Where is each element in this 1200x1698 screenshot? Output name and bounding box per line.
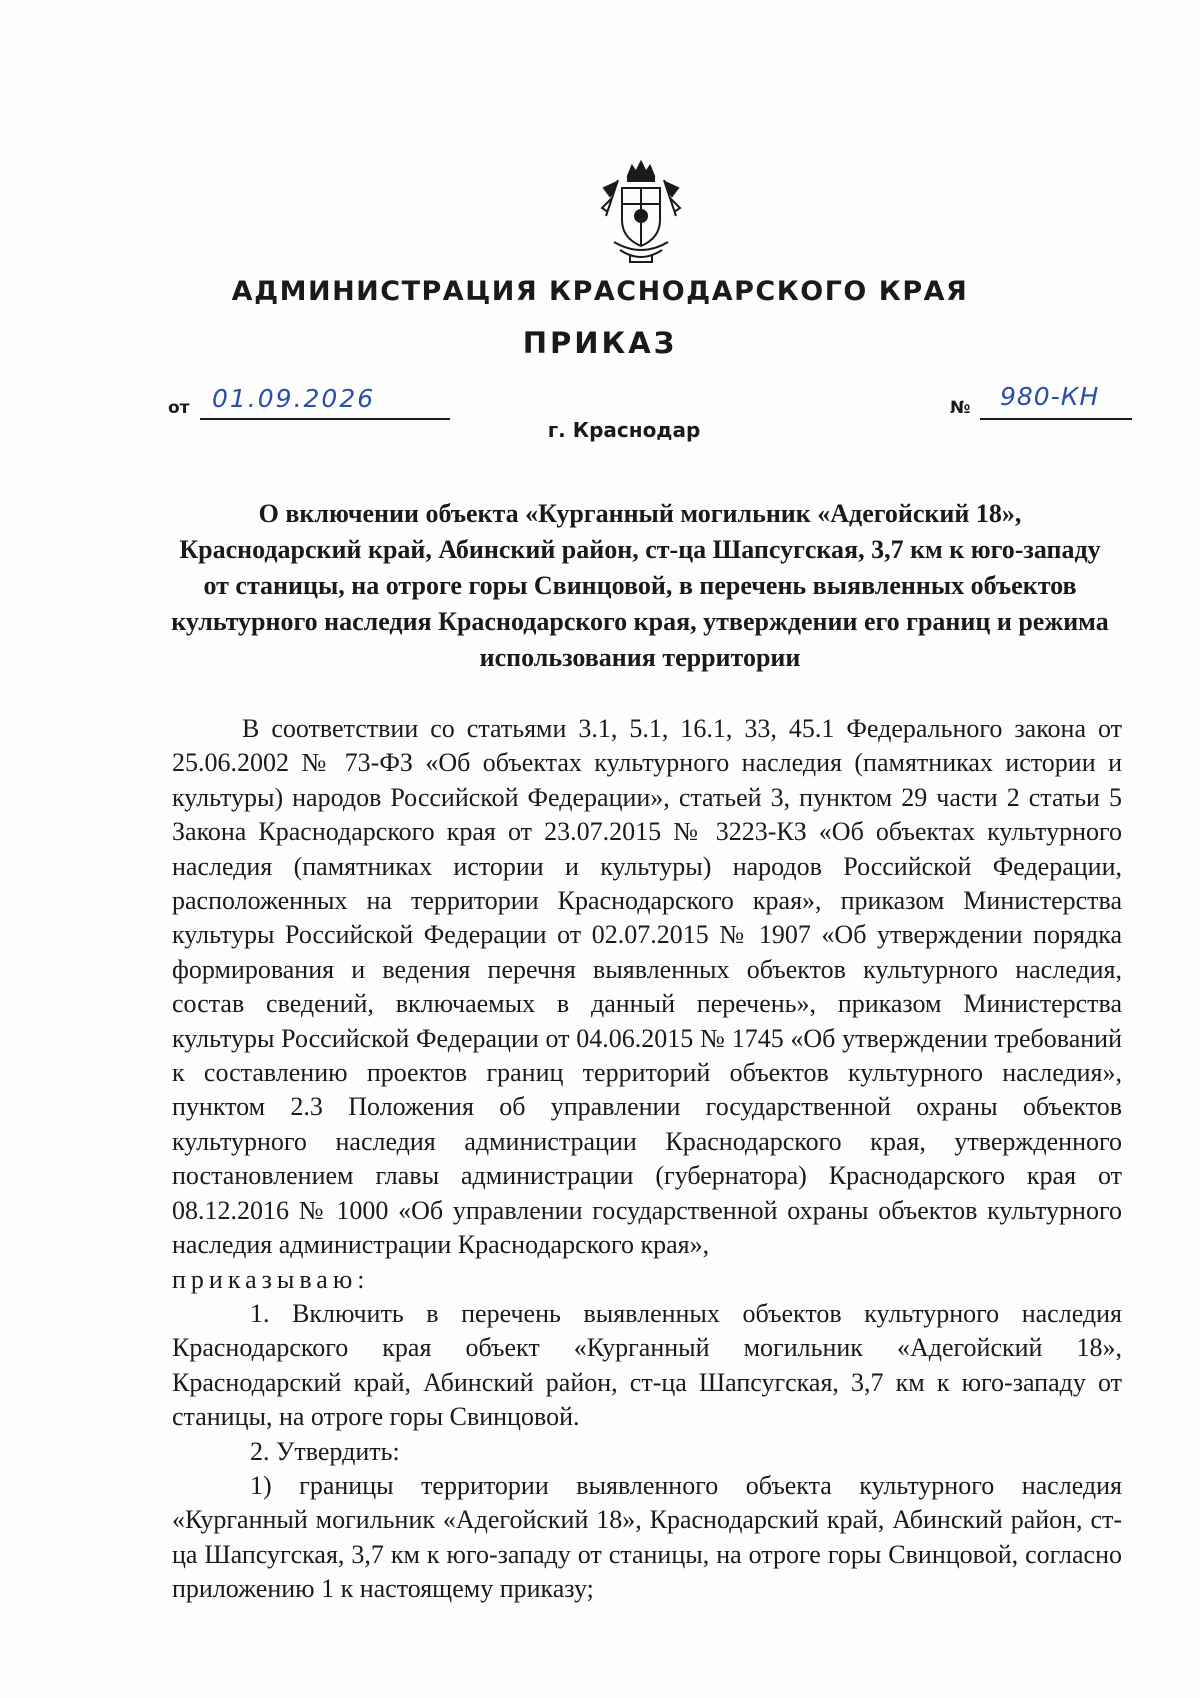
city: г. Краснодар — [547, 418, 701, 442]
order-word: приказываю: — [172, 1264, 370, 1294]
preamble-paragraph: В соответствии со статьями 3.1, 5.1, 16.1, 33, 45.1 Федерального закона от 25.06.2002 № 73-ФЗ «Об объектах культурного наследия (памятниках истории и культуры) народов Российской Федерации», статьей 3, пунктом 29 части 2 статьи 5 Закона Краснодарского края от 23.07.2015 № 3223-КЗ «Об объектах культурного наследия (памятниках истории и культуры) народов Российской Федерации, расположенных на территории Краснодарского края», приказом Министерства культуры Российской Федерации от 02.07.2015 № 1907 «Об утверждении порядка формирования и ведения перечня выявленных объектов культурного наследия, состав сведений, включаемых в данный перечень», приказом Министерства культуры Российской Федерации от 04.06.2015 № 1745 «Об утверждении требований к составлению проектов границ территорий объектов культурного наследия», пунктом 2.3 Положения об управлении государственной охраны объектов культурного наследия администрации Краснодарского края, утвержденного постановлением главы администрации (губернатора) Краснодарского края от 08.12.2016 № 1000 «Об управлении государственной охраны объектов культурного наследия администрации Краснодарского края», — [172, 714, 1122, 1260]
order-body — [172, 712, 1122, 1607]
number-label: № — [950, 398, 971, 418]
coat-of-arms-icon — [600, 158, 682, 268]
organization-title: АДМИНИСТРАЦИЯ КРАСНОДАРСКОГО КРАЯ — [231, 276, 969, 307]
item-2-1-paragraph: 1) границы территории выявленного объекта культурного наследия «Курганный могильник «Адегойский 18», Краснодарский край, Абинский район, ст-ца Шапсугская, 3,7 км к юго-западу от станицы, на отроге горы Свинцовой, согласно приложению 1 к настоящему приказу; — [172, 1470, 1122, 1604]
order-subject: О включении объекта «Курганный могильник «Адегойский 18», Краснодарский край, Абинский район, ст-ца Шапсугская, 3,7 км к юго-западу от станицы, на отроге горы Свинцовой, в перечень выявленных объектов культурного наследия Краснодарского края, утверждении его границ и режима использования территории — [171, 499, 1109, 672]
item-2-paragraph: 2. Утвердить: — [250, 1436, 400, 1466]
document-type: ПРИКАЗ — [522, 326, 678, 360]
handwritten-number: 980-КН — [1000, 382, 1100, 411]
handwritten-date: 01.09.2026 — [212, 384, 376, 413]
date-label: от — [168, 398, 190, 418]
item-1-paragraph: 1. Включить в перечень выявленных объектов культурного наследия Краснодарского края объект «Курганный могильник «Адегойский 18», Краснодарский край, Абинский район, ст-ца Шапсугская, 3,7 км к юго-западу от станицы, на отроге горы Свинцовой. — [172, 1298, 1122, 1432]
